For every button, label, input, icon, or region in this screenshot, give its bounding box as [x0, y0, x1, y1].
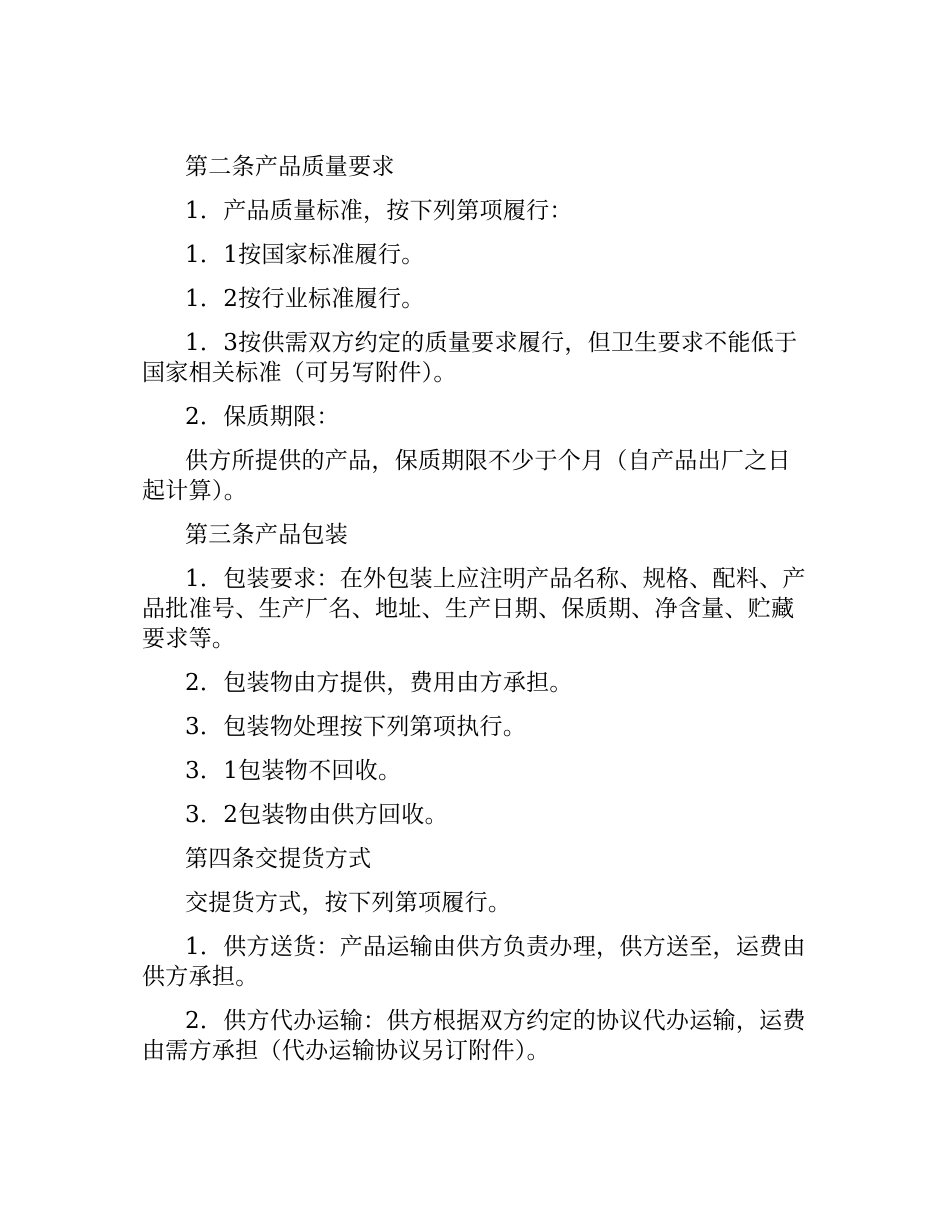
paragraph: 3．2包装物由供方回收。: [185, 802, 448, 828]
paragraph: 2．包装物由方提供，费用由方承担。: [185, 670, 573, 696]
paragraph: 3．1包装物不回收。: [185, 758, 402, 784]
paragraph: 1．包装要求：在外包装上应注明产品名称、规格、配料、产品批准号、生产厂名、地址、生产日期、保质期、净含量、贮藏要求等。: [142, 566, 806, 652]
paragraph: 1．3按供需双方约定的质量要求履行，但卫生要求不能低于国家相关标准（可另写附件）。: [142, 330, 798, 386]
paragraph: 2．供方代办运输：供方根据双方约定的协议代办运输，运费由需方承担（代办运输协议另订附件）。: [142, 1008, 806, 1064]
article-3-heading: 第三条产品包装: [185, 522, 349, 548]
paragraph: 1．2按行业标准履行。: [185, 286, 425, 312]
paragraph: 1．1按国家标准履行。: [185, 242, 425, 268]
paragraph: 3．包装物处理按下列第项执行。: [185, 714, 527, 740]
paragraph: 交提货方式，按下列第项履行。: [185, 890, 512, 916]
paragraph: 1．产品质量标准，按下列第项履行：: [185, 198, 573, 224]
document-body: [142, 152, 814, 1080]
paragraph: 供方所提供的产品，保质期限不少于个月（自产品出厂之日起计算）。: [142, 448, 791, 504]
article-4-heading: 第四条交提货方式: [185, 846, 372, 872]
paragraph: 2．保质期限：: [185, 404, 340, 430]
paragraph: 1．供方送货：产品运输由供方负责办理，供方送至，运费由供方承担。: [142, 934, 806, 990]
article-2-heading: 第二条产品质量要求: [185, 154, 395, 180]
